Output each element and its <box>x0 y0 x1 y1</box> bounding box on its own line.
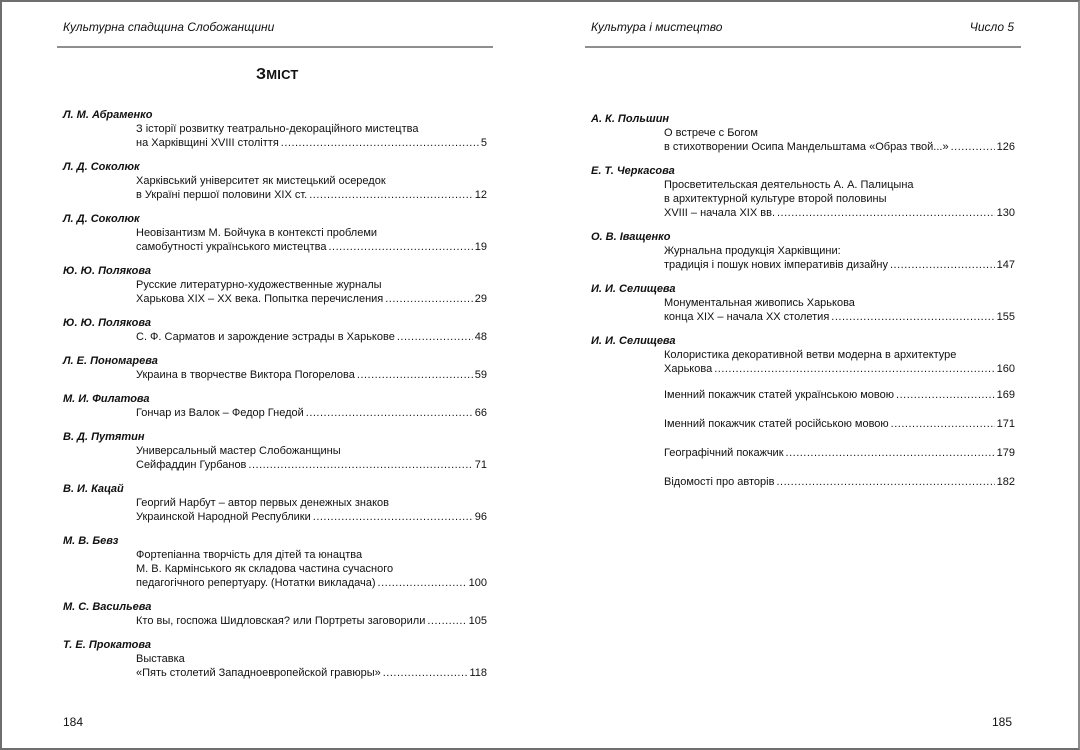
index-page-number[interactable]: 169 <box>996 389 1015 401</box>
header-rule <box>585 46 1021 48</box>
entry-page-number[interactable]: 126 <box>996 141 1015 153</box>
title-line: Универсальный мастер Слобожанщины <box>136 445 341 457</box>
toc-entry[interactable] <box>63 392 487 420</box>
entry-page-number[interactable]: 118 <box>469 667 487 679</box>
right-page <box>540 0 1080 750</box>
dot-leader <box>313 510 473 524</box>
title-line: на Харківщині XVIII століття <box>136 137 279 149</box>
toc-entry[interactable] <box>63 354 487 382</box>
title-line: З історії розвитку театрально-декораційного мистецтва <box>136 123 419 135</box>
toc-entry[interactable] <box>63 638 487 680</box>
toc-entry[interactable] <box>63 160 487 202</box>
dot-leader <box>896 388 995 402</box>
dot-leader <box>248 458 472 472</box>
dot-leader <box>383 666 468 680</box>
entry-page-number[interactable]: 147 <box>996 259 1015 271</box>
dot-leader <box>281 136 479 150</box>
toc-entry[interactable] <box>63 430 487 472</box>
entry-title <box>591 244 1015 272</box>
title-line: Выставка <box>136 653 185 665</box>
dot-leader <box>786 446 995 460</box>
entry-author: Л. Е. Пономарева <box>63 355 158 367</box>
toc-entry[interactable] <box>63 212 487 254</box>
entry-page-number[interactable]: 12 <box>474 189 487 201</box>
title-line: С. Ф. Сарматов и зарождение эстрады в Харькове <box>136 331 395 343</box>
title-last-line[interactable] <box>664 258 1015 272</box>
title-line: Гончар из Валок – Федор Гнедой <box>136 407 304 419</box>
title-line: Георгий Нарбут – автор первых денежных знаков <box>136 497 389 509</box>
toc-list-right <box>591 112 1015 504</box>
title-line: Кто вы, госпожа Шидловская? или Портреты заговорили <box>136 615 426 627</box>
entry-title <box>63 330 487 344</box>
entry-title <box>63 614 487 628</box>
page-number-left: 184 <box>63 715 84 729</box>
entry-page-number[interactable]: 160 <box>996 363 1015 375</box>
title-last-line[interactable] <box>136 292 487 306</box>
title-line: «Пять столетий Западноевропейской гравюры» <box>136 667 381 679</box>
title-last-line[interactable] <box>136 136 487 150</box>
entry-title <box>591 126 1015 154</box>
index-label: Іменний покажчик статей українською мовою <box>664 389 895 401</box>
entry-page-number[interactable]: 48 <box>474 331 487 343</box>
title-last-line[interactable] <box>136 330 487 344</box>
title-last-line[interactable] <box>136 576 487 590</box>
running-head-right: Культура і мистецтво <box>591 20 723 34</box>
entry-author: В. И. Кацай <box>63 483 124 495</box>
title-line: Монументальная живопись Харькова <box>664 297 855 309</box>
dot-leader <box>714 362 994 376</box>
title-line: самобутності українського мистецтва <box>136 241 327 253</box>
title-last-line[interactable] <box>136 240 487 254</box>
entry-title <box>63 174 487 202</box>
entry-page-number[interactable]: 29 <box>474 293 487 305</box>
entry-page-number[interactable]: 96 <box>474 511 487 523</box>
header-rule <box>57 46 493 48</box>
entry-page-number[interactable]: 130 <box>996 207 1015 219</box>
title-last-line[interactable] <box>136 188 487 202</box>
entry-author: Л. М. Абраменко <box>63 109 153 121</box>
dot-leader <box>831 310 994 324</box>
title-line: XVIII – начала XIX вв. <box>664 207 775 219</box>
title-line: Сейфаддин Гурбанов <box>136 459 247 471</box>
title-last-line[interactable] <box>136 406 487 420</box>
entry-title <box>591 348 1015 376</box>
entry-page-number[interactable]: 66 <box>474 407 487 419</box>
title-last-line[interactable] <box>136 510 487 524</box>
index-page-number[interactable]: 179 <box>996 447 1015 459</box>
index-page-number[interactable]: 182 <box>996 476 1015 488</box>
entry-author: А. К. Польшин <box>591 113 670 125</box>
entry-title <box>63 368 487 382</box>
title-line: Харькова XIX – XX века. Попытка перечисления <box>136 293 384 305</box>
index-label: Відомості про авторів <box>664 476 775 488</box>
entry-author: О. В. Іващенко <box>591 231 671 243</box>
title-last-line[interactable] <box>136 458 487 472</box>
entry-page-number[interactable]: 71 <box>474 459 487 471</box>
entry-title <box>63 652 487 680</box>
entry-title <box>63 496 487 524</box>
title-line: М. В. Кармінського як складова частина сучасного <box>136 563 394 575</box>
entry-page-number[interactable]: 5 <box>480 137 487 149</box>
title-last-line[interactable] <box>136 666 487 680</box>
title-line: Неовізантизм М. Бойчука в контексті проблеми <box>136 227 378 239</box>
issue-number: Число 5 <box>969 20 1014 34</box>
entry-author: Л. Д. Соколюк <box>63 161 140 173</box>
dot-leader <box>309 188 473 202</box>
running-head-left: Культурна спадщина Слобожанщини <box>63 20 275 34</box>
dot-leader <box>306 406 473 420</box>
entry-title <box>63 226 487 254</box>
title-line: Украина в творчестве Виктора Погорелова <box>136 369 355 381</box>
entry-author: И. И. Селищева <box>591 283 676 295</box>
entry-author: Ю. Ю. Полякова <box>63 317 152 329</box>
entry-page-number[interactable]: 59 <box>474 369 487 381</box>
title-last-line[interactable] <box>136 368 487 382</box>
title-line: Колористика декоративной ветви модерна в архитектуре <box>664 349 957 361</box>
dot-leader <box>328 240 472 254</box>
entry-title <box>63 122 487 150</box>
toc-title: ЗМІСТ <box>256 66 299 83</box>
toc-entry[interactable] <box>591 334 1015 376</box>
page-number-right: 185 <box>992 715 1013 729</box>
entry-title <box>591 296 1015 324</box>
dot-leader <box>890 258 995 272</box>
entry-page-number[interactable]: 105 <box>468 615 487 627</box>
title-line: Просветительская деятельность А. А. Палицына <box>664 179 914 191</box>
index-entry[interactable] <box>591 417 1015 431</box>
dot-leader <box>891 417 995 431</box>
title-line: в стихотворении Осипа Мандельштама «Образ твой...» <box>664 141 949 153</box>
title-line: конца XIX – начала XX столетия <box>664 311 830 323</box>
entry-author: Ю. Ю. Полякова <box>63 265 152 277</box>
dot-leader <box>397 330 473 344</box>
dot-leader <box>951 140 995 154</box>
title-line: традиція і пошук нових імперативів дизайну <box>664 259 888 271</box>
title-line: Харькова <box>664 363 713 375</box>
entry-author: М. В. Бевз <box>63 535 119 547</box>
dot-leader <box>378 576 467 590</box>
toc-entry[interactable] <box>63 316 487 344</box>
toc-entry[interactable] <box>63 534 487 590</box>
title-line: в Україні першої половини XIX ст. <box>136 189 308 201</box>
dot-leader <box>427 614 466 628</box>
toc-entry[interactable] <box>591 164 1015 220</box>
title-last-line[interactable] <box>664 362 1015 376</box>
entry-title <box>591 178 1015 220</box>
dot-leader <box>776 475 994 489</box>
dot-leader <box>385 292 473 306</box>
dot-leader <box>357 368 473 382</box>
entry-author: Т. Е. Прокатова <box>63 639 152 651</box>
entry-page-number[interactable]: 155 <box>996 311 1015 323</box>
entry-title <box>63 278 487 306</box>
index-entry[interactable] <box>591 475 1015 489</box>
entry-author: И. И. Селищева <box>591 335 676 347</box>
title-last-line[interactable] <box>664 206 1015 220</box>
entry-author: Е. Т. Черкасова <box>591 165 675 177</box>
title-line: Харківський університет як мистецький осередок <box>136 175 386 187</box>
index-entry[interactable] <box>591 388 1015 402</box>
toc-list-left <box>63 108 487 690</box>
toc-entry[interactable] <box>591 230 1015 272</box>
entry-title <box>63 548 487 590</box>
title-last-line[interactable] <box>664 140 1015 154</box>
title-line: Украинской Народной Республики <box>136 511 311 523</box>
toc-entry[interactable] <box>591 112 1015 154</box>
entry-author: Л. Д. Соколюк <box>63 213 140 225</box>
title-line: в архитектурной культуре второй половины <box>664 193 887 205</box>
entry-title <box>63 406 487 420</box>
toc-entry[interactable] <box>63 264 487 306</box>
title-line: Фортепіанна творчість для дітей та юнацтва <box>136 549 363 561</box>
title-line: Журнальна продукція Харківщини: <box>664 245 841 257</box>
entry-author: М. И. Филатова <box>63 393 150 405</box>
title-line: О встрече с Богом <box>664 127 758 139</box>
entry-page-number[interactable]: 100 <box>468 577 487 589</box>
index-page-number[interactable]: 171 <box>996 418 1015 430</box>
toc-entry[interactable] <box>591 282 1015 324</box>
entry-author: В. Д. Путятин <box>63 431 145 443</box>
toc-entry[interactable] <box>63 600 487 628</box>
index-label: Іменний покажчик статей російською мовою <box>664 418 889 430</box>
index-entry[interactable] <box>591 446 1015 460</box>
dot-leader <box>777 206 995 220</box>
title-line: педагогічного репертуару. (Нотатки викладача) <box>136 577 376 589</box>
title-last-line[interactable] <box>136 614 487 628</box>
toc-entry[interactable] <box>63 482 487 524</box>
title-last-line[interactable] <box>664 310 1015 324</box>
entry-page-number[interactable]: 19 <box>474 241 487 253</box>
index-label: Географічний покажчик <box>664 447 784 459</box>
entry-title <box>63 444 487 472</box>
toc-entry[interactable] <box>63 108 487 150</box>
title-line: Русские литературно-художественные журналы <box>136 279 382 291</box>
entry-author: М. С. Васильева <box>63 601 152 613</box>
